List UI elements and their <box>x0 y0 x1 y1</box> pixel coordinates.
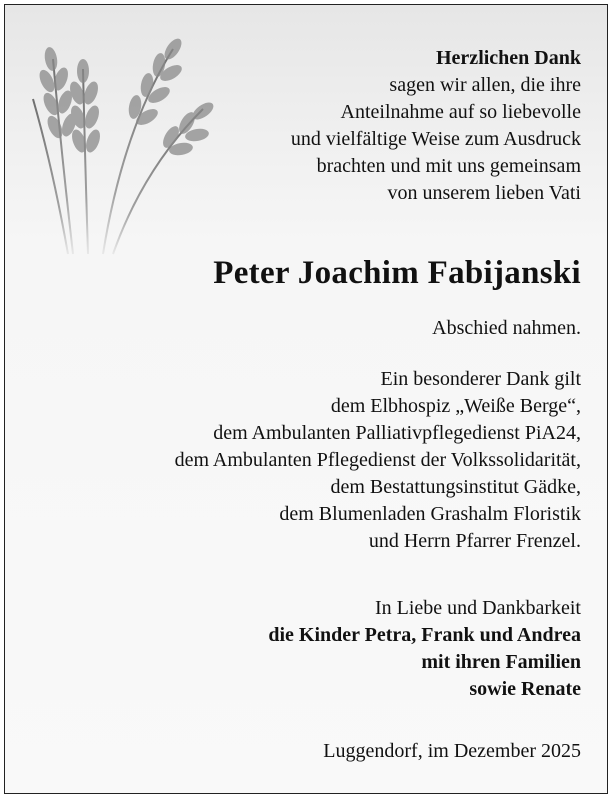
thanks-line: dem Elbhospiz „Weiße Berge“, <box>330 395 581 417</box>
place-date: Luggendorf, im Dezember 2025 <box>323 740 581 762</box>
thanks-line: Ein besonderer Dank gilt <box>380 368 581 390</box>
obituary-notice <box>4 4 608 794</box>
thanks-line: dem Ambulanten Palliativpflegedienst PiA24, <box>213 422 581 444</box>
signature-intro: In Liebe und Dankbarkeit <box>374 597 581 619</box>
signature-line: die Kinder Petra, Frank und Andrea <box>268 624 581 646</box>
thanks-block <box>175 366 581 555</box>
wheat-ears-icon <box>13 19 233 259</box>
thanks-line: und Herrn Pfarrer Frenzel. <box>368 530 581 552</box>
intro-line: und vielfältige Weise zum Ausdruck <box>290 128 581 150</box>
signature-line: mit ihren Familien <box>421 651 581 673</box>
intro-heading: Herzlichen Dank <box>436 47 581 69</box>
place-date-block <box>323 738 581 765</box>
deceased-name: Peter Joachim Fabijanski <box>213 255 581 291</box>
intro-line: sagen wir allen, die ihre <box>389 74 581 96</box>
farewell-block <box>432 315 581 342</box>
signature-line: sowie Renate <box>469 678 581 700</box>
thanks-line: dem Bestattungsinstitut Gädke, <box>330 476 581 498</box>
thanks-line: dem Ambulanten Pflegedienst der Volkssolidarität, <box>174 449 581 471</box>
farewell-text: Abschied nahmen. <box>432 317 581 339</box>
thanks-line: dem Blumenladen Grashalm Floristik <box>279 503 581 525</box>
intro-line: von unserem lieben Vati <box>387 182 581 204</box>
intro-block <box>291 45 581 207</box>
intro-line: brachten und mit uns gemeinsam <box>316 155 581 177</box>
intro-line: Anteilnahme auf so liebevolle <box>340 101 581 123</box>
signature-block <box>268 595 581 703</box>
